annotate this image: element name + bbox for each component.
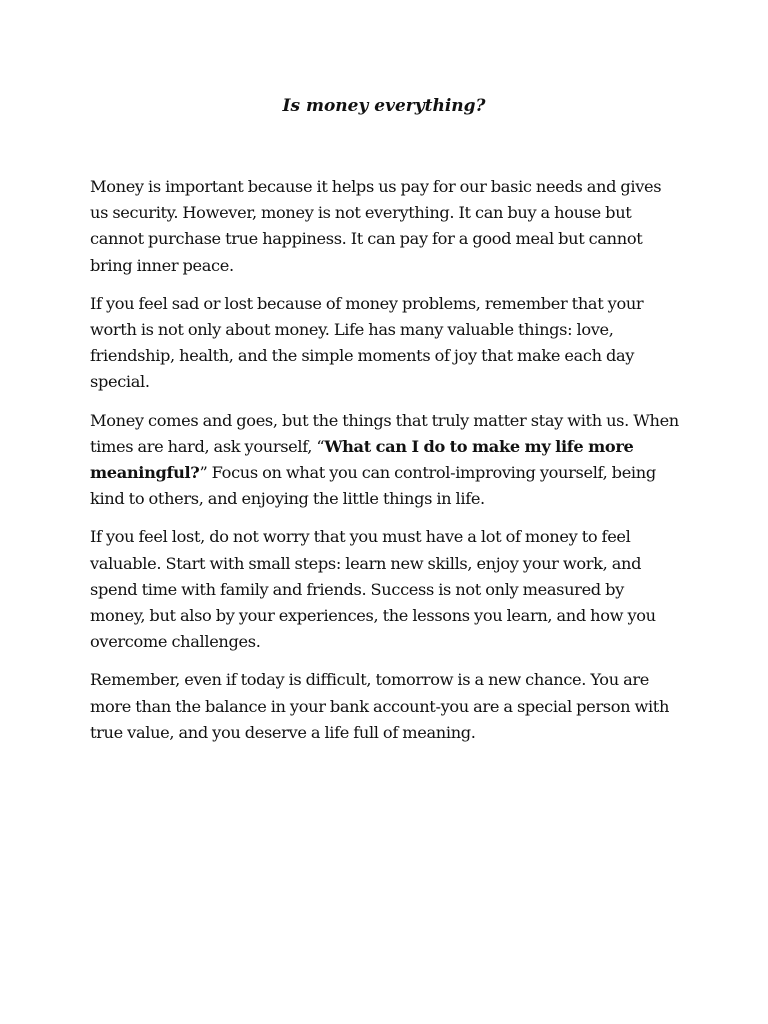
paragraph-1: Money is important because it helps us pay for our basic needs and gives us security. However, money is not everything. It can buy a house but cannot purchase true happiness. It can pay for a good meal but cannot bring inner peace. [90,177,662,275]
paragraph-3-text-before: Money comes and goes, but the things that truly matter stay with us. When times are hard, ask yourself, “ [90,410,679,456]
paragraph-3-bold-question: What can I do to make my life more meaningful? [90,436,634,483]
paragraph-4: If you feel lost, do not worry that you must have a lot of money to feel valuable. Start with small steps: learn new skills, enjoy your work, and spend time with family and friends. Success is not only measured by money, but also by your experiences, the lessons you learn, and how you overcome challenges. [90,527,656,652]
paragraph-3 [90,408,680,513]
document-title: Is money everything? [282,96,486,116]
paragraph-5: Remember, even if today is difficult, tomorrow is a new chance. You are more than the balance in your bank account-you are a special person with true value, and you deserve a life full of meaning. [90,670,670,742]
paragraph-3-text-after: ” Focus on what you can control-improving yourself, being kind to others, and enjoying the little things in life. [90,463,656,509]
paragraph-2: If you feel sad or lost because of money problems, remember that your worth is not only about money. Life has many valuable things: love, friendship, health, and the simple moments of joy that make each day special. [90,293,644,392]
document-body [90,174,680,758]
